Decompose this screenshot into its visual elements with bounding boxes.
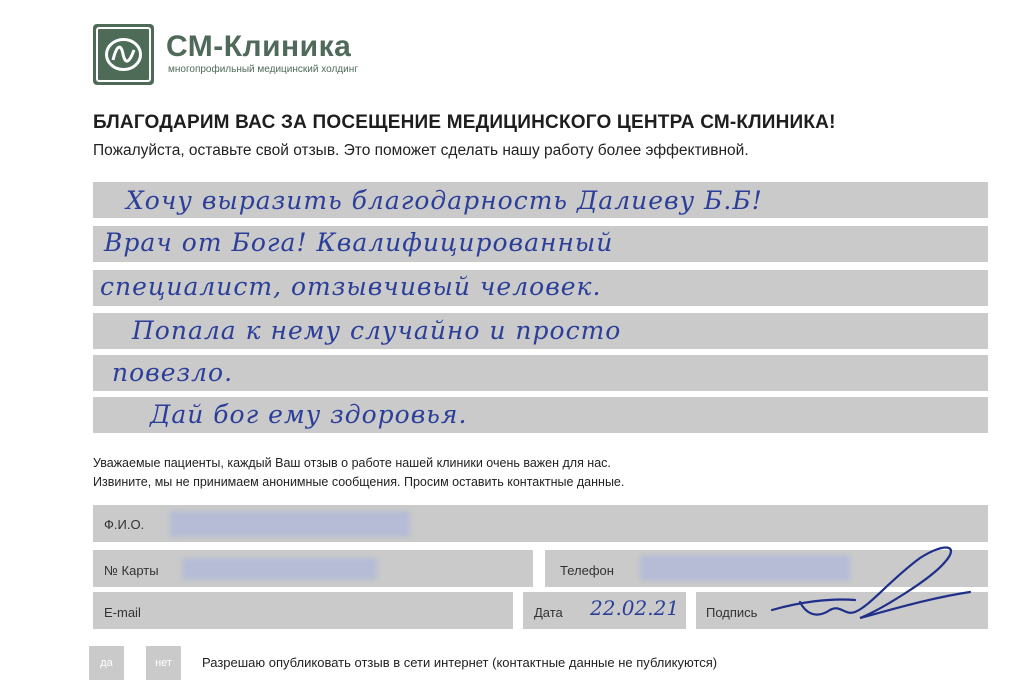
brand-name: СМ-Клиника — [166, 30, 352, 63]
date-label: Дата — [534, 605, 563, 620]
anonymous-note: Извините, мы не принимаем анонимные сообщения. Просим оставить контактные данные. — [93, 475, 625, 489]
date-value: 22.02.21 — [590, 596, 680, 620]
handwritten-signature — [760, 540, 990, 630]
fio-redacted-value — [170, 511, 410, 537]
handwritten-review-line: специалист, отзывчивый человек. — [100, 272, 602, 301]
handwritten-review-line: Врач от Бога! Квалифицированный — [104, 228, 614, 257]
handwritten-review-line: Попала к нему случайно и просто — [132, 316, 622, 345]
phone-label: Телефон — [560, 563, 614, 578]
handwritten-review-line: Дай бог ему здоровья. — [150, 400, 468, 429]
handwritten-review-line: повезло. — [112, 358, 234, 387]
consent-yes-checkbox[interactable]: да — [89, 646, 124, 680]
signature-label: Подпись — [706, 605, 758, 620]
clinic-logo-mark — [93, 24, 154, 85]
email-field[interactable] — [93, 592, 513, 629]
importance-note: Уважаемые пациенты, каждый Ваш отзыв о работе нашей клиники очень важен для нас. — [93, 456, 611, 470]
review-request-text: Пожалуйста, оставьте свой отзыв. Это поможет сделать нашу работу более эффективной. — [93, 142, 749, 159]
publication-consent-text: Разрешаю опубликовать отзыв в сети интернет (контактные данные не публикуются) — [202, 655, 718, 670]
consent-no-checkbox[interactable]: нет — [146, 646, 181, 680]
fio-label: Ф.И.О. — [104, 517, 145, 532]
email-label: E-mail — [104, 605, 141, 620]
brand-tagline: многопрофильный медицинский холдинг — [168, 64, 358, 75]
handwritten-review-line: Хочу выразить благодарность Далиеву Б.Б! — [126, 186, 763, 215]
thank-you-heading: БЛАГОДАРИМ ВАС ЗА ПОСЕЩЕНИЕ МЕДИЦИНСКОГО ЦЕНТРА СМ-КЛИНИКА! — [93, 112, 836, 133]
card-number-label: № Карты — [104, 563, 159, 578]
card-number-redacted-value — [182, 558, 377, 580]
snake-logo-icon — [93, 24, 154, 85]
